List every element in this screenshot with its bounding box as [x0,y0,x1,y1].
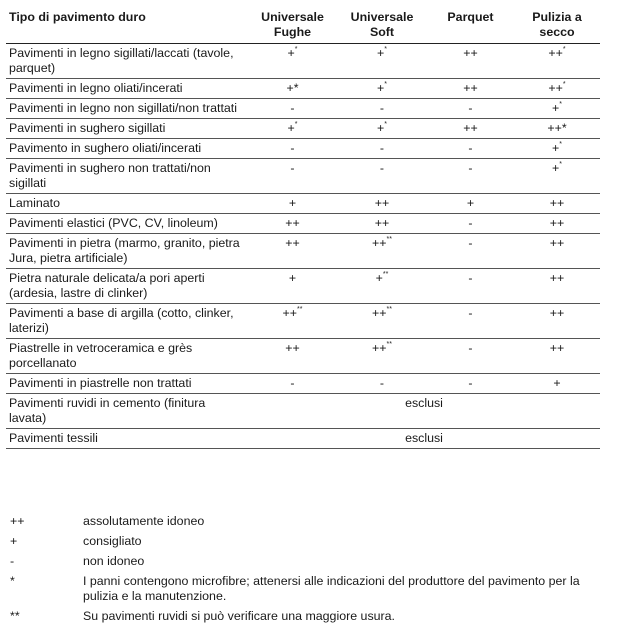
rating-cell [337,194,427,214]
rating-value: + [377,121,385,135]
table-row [6,79,600,99]
rating-value: - [468,306,473,320]
footnote-marker: * [562,80,566,88]
floor-type-label: Pavimenti in sughero non trattati/non sigillati [9,161,211,190]
footnote-marker: * [384,120,387,128]
rating-cell [514,194,600,214]
rating-cell [427,304,514,339]
legend [10,514,610,629]
footnote-marker: ** [382,270,389,278]
column-header-label: Parquet [447,10,494,24]
table-row [6,304,600,339]
legend-symbol: ++ [10,514,25,528]
rating-cell [427,119,514,139]
floor-type-cell [6,374,248,394]
floor-type-cell [6,44,248,79]
rating-value: +* [286,81,299,95]
floor-type-cell [6,214,248,234]
floor-type-cell [6,99,248,119]
rating-value: + [375,271,383,285]
floor-type-cell [6,139,248,159]
rating-cell [427,339,514,374]
rating-cell [514,304,600,339]
column-header-label: Pulizia a [532,10,582,24]
table-header-row [6,8,600,44]
rating-value: ++ [549,196,565,210]
rating-value: ++ [285,216,300,230]
rating-cell [248,119,337,139]
rating-value: ++ [372,236,387,250]
legend-symbol: + [10,534,18,548]
floor-type-label: Pavimento in sughero oliati/incerati [9,141,202,155]
footnote-marker: * [562,45,566,53]
rating-cell [248,374,337,394]
legend-symbol: - [10,554,15,568]
floor-type-label: Pavimenti in pietra (marmo, granito, pietra Jura, pietra artificiale) [9,236,240,265]
footnote-marker: * [559,140,562,148]
rating-cell [427,374,514,394]
legend-item [10,514,610,529]
rating-cell [514,79,600,99]
column-header-sublabel: secco [539,25,575,39]
floor-type-label: Laminato [9,196,60,210]
legend-description: consigliato [83,534,142,548]
rating-value: ++ [374,196,390,210]
rating-value: + [288,271,297,285]
column-header [6,8,248,44]
rating-cell [427,139,514,159]
table-row [6,269,600,304]
rating-value: ++ [372,306,387,320]
rating-value: ++ [549,236,565,250]
table-row [6,139,600,159]
table-row [6,99,600,119]
rating-cell [337,304,427,339]
rating-cell [514,339,600,374]
rating-cell [337,79,427,99]
rating-value: ++ [374,216,390,230]
rating-cell [248,269,337,304]
rating-cell [337,374,427,394]
excluded-cell [248,429,600,449]
floor-type-label: Pavimenti in sughero sigillati [9,121,166,135]
floor-type-cell [6,269,248,304]
rating-cell [514,269,600,304]
rating-cell [514,234,600,269]
rating-cell [427,269,514,304]
floor-type-label: Pavimenti elastici (PVC, CV, linoleum) [9,216,218,230]
rating-value: + [287,121,295,135]
rating-cell [427,214,514,234]
table-row [6,429,600,449]
rating-value: - [468,236,473,250]
rating-cell [427,79,514,99]
rating-value: - [468,101,473,115]
column-header-label: Universale [350,10,414,24]
column-header-label: Universale [261,10,324,24]
rating-value: - [468,271,473,285]
floor-type-label: Pavimenti in legno sigillati/laccati (tavole, parquet) [9,46,234,75]
rating-value: - [379,101,385,115]
rating-value: - [290,376,295,390]
column-header-sublabel: Fughe [273,25,312,39]
rating-value: - [290,141,295,155]
rating-cell [248,304,337,339]
rating-value: + [466,196,475,210]
rating-cell [248,79,337,99]
floor-type-cell [6,304,248,339]
rating-cell [248,339,337,374]
rating-cell [514,119,600,139]
rating-value: + [552,141,560,155]
rating-value: ++ [463,46,478,60]
rating-value: - [468,141,473,155]
rating-value: ++ [463,121,478,135]
rating-cell [248,159,337,194]
rating-value: + [377,46,385,60]
table-row [6,214,600,234]
rating-cell [248,99,337,119]
rating-value: ++ [549,306,565,320]
rating-cell [248,194,337,214]
rating-cell [337,269,427,304]
rating-value: - [468,341,473,355]
rating-cell [248,44,337,79]
rating-cell [248,214,337,234]
floor-type-label: Pavimenti in legno oliati/incerati [9,81,183,95]
footnote-marker: ** [386,340,392,348]
footnote-marker: * [294,45,298,53]
floor-type-label: Pietra naturale delicata/a pori aperti (ardesia, lastre di clinker) [9,271,205,300]
rating-value: - [290,161,295,175]
legend-description: non idoneo [83,554,145,568]
rating-cell [427,234,514,269]
rating-value: + [553,376,561,390]
column-header-sublabel: Soft [369,25,395,39]
rating-cell [514,44,600,79]
rating-value: - [468,376,473,390]
floor-type-label: Piastrelle in vetroceramica e grès porcellanato [9,341,193,370]
rating-cell [248,234,337,269]
floor-type-cell [6,194,248,214]
floor-type-cell [6,119,248,139]
rating-value: ++ [548,46,563,60]
excluded-label: esclusi [405,396,443,410]
floor-type-cell [6,339,248,374]
rating-value: ++ [463,81,478,95]
rating-cell [337,339,427,374]
rating-cell [337,119,427,139]
column-header [427,8,514,44]
rating-cell [514,159,600,194]
footnote-marker: * [559,100,562,108]
rating-cell [337,214,427,234]
rating-cell [427,44,514,79]
rating-cell [427,99,514,119]
floor-type-cell [6,159,248,194]
rating-value: + [287,46,295,60]
rating-value: ++ [549,271,565,285]
floor-type-label: Pavimenti in legno non sigillati/non trattati [9,101,237,115]
rating-cell [337,44,427,79]
rating-value: + [288,196,297,210]
rating-value: ++ [372,341,387,355]
rating-value: - [379,376,385,390]
rating-value: ++ [282,306,298,320]
table-row [6,119,600,139]
rating-cell [248,139,337,159]
rating-value: ++ [285,236,300,250]
column-header [248,8,337,44]
legend-item [10,609,610,624]
rating-value: ++ [549,216,565,230]
rating-cell [514,139,600,159]
table-row [6,234,600,269]
rating-value: - [468,161,473,175]
legend-description: I panni contengono microfibre; attenersi alle indicazioni del produttore del pavimento per la pulizia e la manutenzione. [83,574,580,603]
footnote-marker: * [384,45,387,53]
floor-type-cell [6,234,248,269]
column-header [337,8,427,44]
column-header-label: Tipo di pavimento duro [9,10,146,24]
floor-type-cell [6,79,248,99]
legend-description: assolutamente idoneo [83,514,205,528]
rating-cell [514,374,600,394]
rating-value: ++ [549,341,565,355]
table-row [6,159,600,194]
legend-symbol: * [10,574,15,588]
table-row [6,194,600,214]
table-body [6,44,600,449]
table-row [6,44,600,79]
legend-description: Su pavimenti ruvidi si può verificare una maggiore usura. [83,609,395,623]
floor-type-label: Pavimenti a base di argilla (cotto, clinker, laterizi) [9,306,234,335]
rating-value: - [290,101,295,115]
floor-compatibility-table [6,8,600,449]
footnote-marker: * [559,160,562,168]
table-row [6,394,600,429]
legend-item [10,554,610,569]
table-row [6,339,600,374]
rating-cell [337,99,427,119]
rating-cell [427,159,514,194]
legend-symbol: ** [10,609,20,623]
rating-cell [337,139,427,159]
table-row [6,374,600,394]
rating-value: ++* [547,121,567,135]
rating-value: - [379,161,385,175]
rating-cell [514,214,600,234]
floor-type-label: Pavimenti tessili [9,431,98,445]
rating-value: + [377,81,385,95]
rating-value: ++ [285,341,300,355]
footnote-marker: ** [297,305,303,313]
footnote-marker: ** [386,305,392,313]
rating-value: ++ [548,81,563,95]
excluded-label: esclusi [405,431,443,445]
rating-value: - [379,141,385,155]
rating-value: + [552,101,560,115]
footnote-marker: ** [386,235,392,243]
rating-value: - [468,216,473,230]
column-header [514,8,600,44]
rating-cell [427,194,514,214]
excluded-cell [248,394,600,429]
legend-item [10,574,610,604]
legend-item [10,534,610,549]
footnote-marker: * [294,120,298,128]
rating-cell [337,159,427,194]
floor-type-label: Pavimenti in piastrelle non trattati [9,376,192,390]
rating-value: + [552,161,560,175]
rating-cell [514,99,600,119]
rating-cell [337,234,427,269]
floor-type-cell [6,394,248,429]
floor-type-cell [6,429,248,449]
floor-type-label: Pavimenti ruvidi in cemento (finitura lavata) [9,396,206,425]
footnote-marker: * [384,80,387,88]
